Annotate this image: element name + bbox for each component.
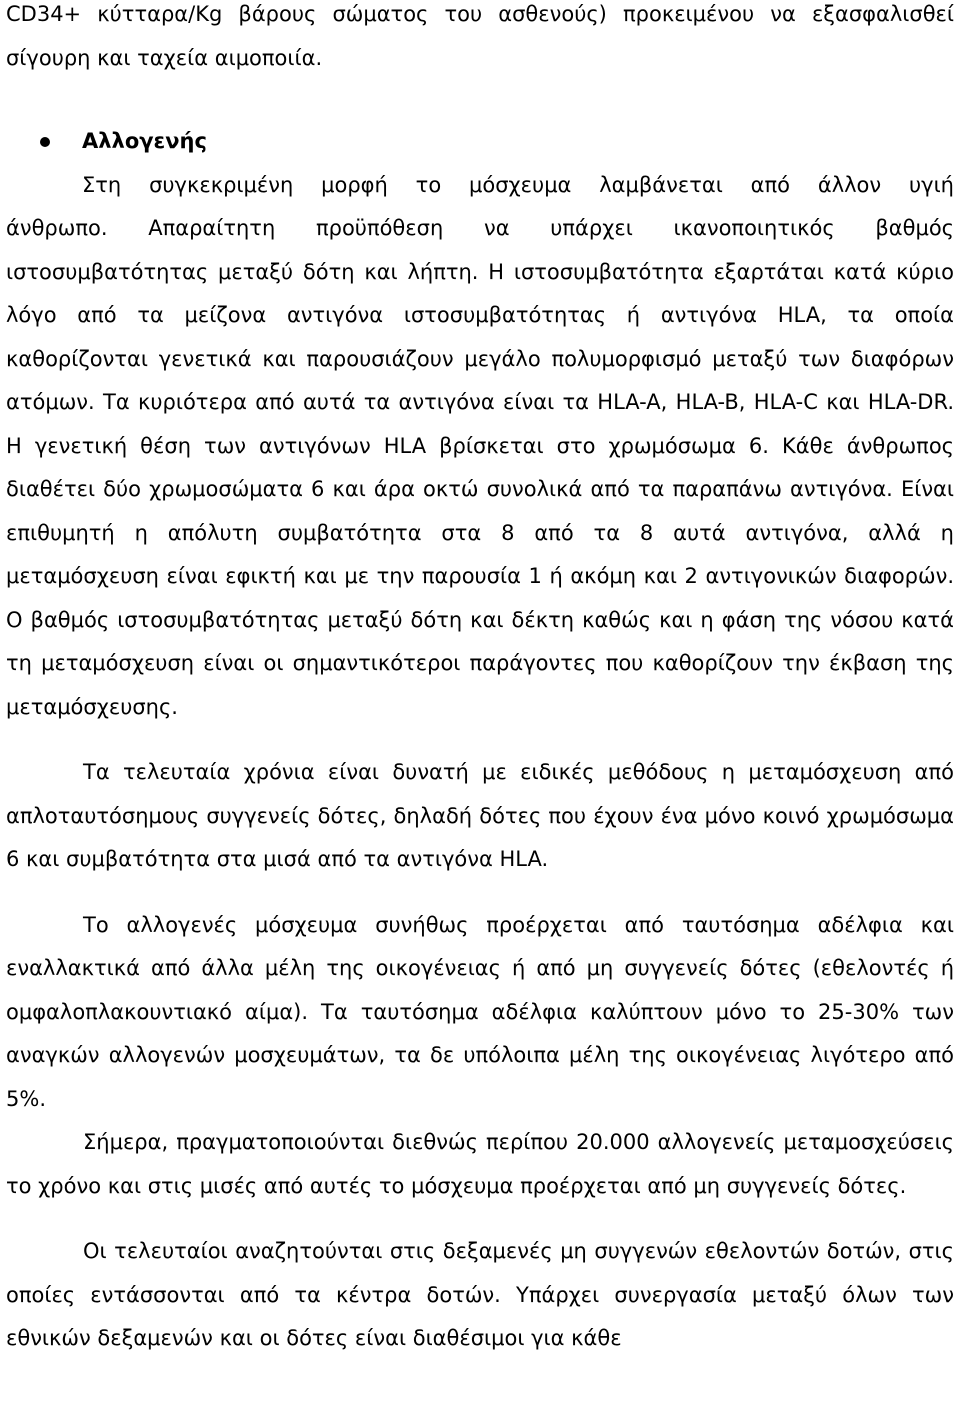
paragraph-sources: Το αλλογενές μόσχευμα συνήθως προέρχεται από ταυτόσημα αδέλφια και εναλλακτικά από άλλα μέλη της οικογένειας ή από μη συγγενείς δότες (εθελοντές ή ομφαλοπλακουντιακό αίμα). Τα ταυτόσημα αδέλφια καλύπτουν μόνο το 25-30% των αναγκών αλλογενών μοσχευμάτων, τα δε υπόλοιπα μέλη της οικογένειας λιγότερο από 5%. [6,912,954,1111]
paragraph-today: Σήμερα, πραγματοποιούνται διεθνώς περίπου 20.000 αλλογενείς μεταμοσχεύσεις το χρόνο και στις μισές από αυτές το μόσχευμα προέρχεται από μη συγγενείς δότες. [6,1130,954,1198]
section-paragraph: άνθρωπο. Απαραίτητη προϋπόθεση να υπάρχει ικανοποιητικός βαθμός ιστοσυμβατότητας μεταξύ δότη και λήπτη. Η ιστοσυμβατότητα εξαρτάται κατά κύριο λόγο από τα μείζονα αντιγόνα ιστοσυμβατότητας ή αντιγόνα HLA, τα οποία καθορίζονται γενετικά και παρουσιάζουν μεγάλο πολυμορφισμό μεταξύ των διαφόρων ατόμων. Τα κυριότερα από αυτά τα αντιγόνα είναι τα HLA-A, HLA-B, HLA-C και HLA-DR. Η γενετική θέση των αντιγόνων HLA βρίσκεται στο χρωμόσωμα 6. Κάθε άνθρωπος διαθέτει δύο χρωμοσώματα 6 και άρα οκτώ συνολικά από τα παραπάνω αντιγόνα. Είναι επιθυμητή η απόλυτη συμβατότητα στα 8 από τα 8 αυτά αντιγόνα, αλλά η μεταμόσχευση είναι εφικτή και με την παρουσία 1 ή ακόμη και 2 αντιγονικών διαφορών. Ο βαθμός ιστοσυμβατότητας μεταξύ δότη και δέκτη καθώς και η φάση της νόσου κατά τη μεταμόσχευση είναι οι σημαντικότεροι παράγοντες που καθορίζουν την έκβαση της μεταμόσχευσης. [6,216,954,719]
section-heading: Αλλογενής [82,129,207,153]
section-first-line: Στη συγκεκριμένη μορφή το μόσχευμα λαμβάνεται από άλλον υγιή [82,172,954,197]
bullet-item-allogeneic [0,120,960,164]
bullet-icon [40,137,50,147]
paragraph-haploidentical: Τα τελευταία χρόνια είναι δυνατή με ειδικές μεθόδους η μεταμόσχευση από απλοταυτόσημους συγγενείς δότες, δηλαδή δότες που έχουν ένα μόνο κοινό χρωμόσωμα 6 και συμβατότητα στα μισά από τα αντιγόνα HLA. [6,760,954,871]
intro-paragraph: CD34+ κύτταρα/Kg βάρους σώματος του ασθενούς) προκειμένου να εξασφαλισθεί σίγουρη και ταχεία αιμοποιία. [6,2,954,70]
paragraph-registries: Οι τελευταίοι αναζητούνται στις δεξαμενές μη συγγενών εθελοντών δοτών, στις οποίες εντάσσονται από τα κέντρα δοτών. Υπάρχει συνεργασία μεταξύ όλων των εθνικών δεξαμενών και οι δότες είναι διαθέσιμοι για κάθε [6,1239,954,1350]
